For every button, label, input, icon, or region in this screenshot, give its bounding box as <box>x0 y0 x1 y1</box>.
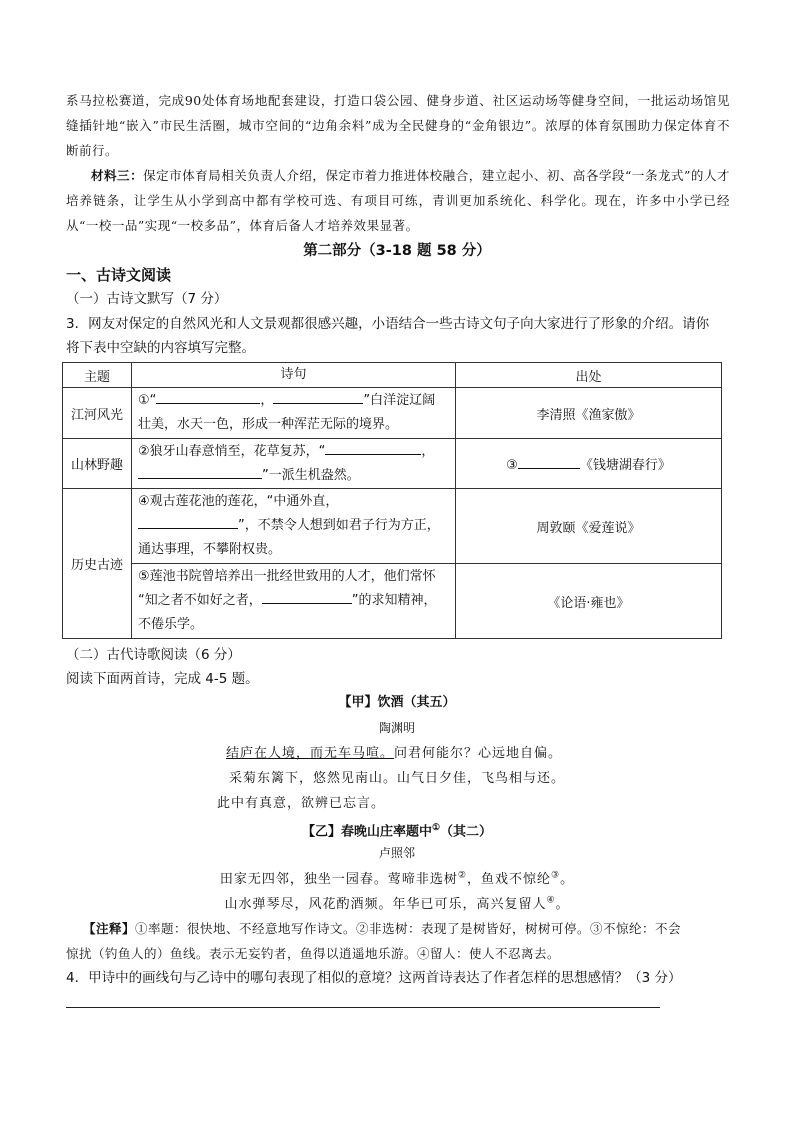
text-fragment: （其二） <box>440 824 493 840</box>
text-fragment: ②狼牙山春意悄至，花草复苏，“ <box>138 443 326 459</box>
theme-cell: 山林野趣 <box>63 439 132 489</box>
text-fragment: ①率题：很快地、不经意地写作诗文。②非选树：表现了是树皆好，树树可停。③不惊纶：不会 <box>135 921 682 936</box>
text-fragment: “知之者不如好之者， <box>138 593 262 608</box>
table-row <box>63 388 722 439</box>
source-cell: 《论语·雍也》 <box>456 564 722 639</box>
source-cell: 周敦颐《爱莲说》 <box>456 489 722 564</box>
poem-cell <box>132 388 456 439</box>
reading-instruction: 阅读下面两首诗，完成 4-5 题。 <box>66 671 259 687</box>
part2-title: 第二部分（3-18 题 58 分） <box>303 243 491 259</box>
poem2-line1 <box>0 868 794 887</box>
theme-cell: 江河风光 <box>63 388 132 439</box>
text-fragment: 问君何能尔？心远地自偏。 <box>394 746 563 761</box>
header-source: 出处 <box>456 363 722 388</box>
blank-line[interactable] <box>518 454 580 469</box>
question-3-line2: 将下表中空缺的内容填写完整。 <box>66 340 255 356</box>
poem-cell <box>132 439 456 489</box>
text-fragment: ”，不禁令人想到如君子行为方正， <box>238 518 440 533</box>
notes-label: 【注释】 <box>83 921 136 936</box>
sub1-title: （一）古诗文默写（7 分） <box>66 291 228 307</box>
text-fragment: ， <box>421 443 435 459</box>
header-theme: 主题 <box>63 363 132 388</box>
underlined-line: 结庐在人境，而无车马喧。 <box>225 746 394 761</box>
poem1-line3: 此中有真意，欲辨已忘言。 <box>216 796 385 811</box>
blank-line[interactable] <box>273 389 363 404</box>
text-fragment: ”的求知精神， <box>351 593 437 608</box>
text-fragment: ， <box>260 393 274 408</box>
note-marker: ③ <box>551 870 561 881</box>
text-fragment: 。 <box>560 872 575 887</box>
blank-line[interactable] <box>156 389 260 404</box>
poem1-title: 【甲】饮酒（其五） <box>338 695 456 710</box>
theme-cell: 历史古迹 <box>63 489 132 639</box>
table-row <box>63 564 722 639</box>
sub2-title: （二）古代诗歌阅读（6 分） <box>66 647 241 663</box>
answer-line[interactable] <box>66 1007 660 1008</box>
text-fragment: 通达事理，不攀附权贵。 <box>138 542 282 557</box>
text-fragment: 不倦乐学。 <box>138 617 204 632</box>
text-fragment: ④观古莲花池的莲花，“中通外直， <box>138 494 339 509</box>
poem1-author: 陶渊明 <box>378 721 415 735</box>
poetry-fill-table <box>62 362 722 639</box>
header-poem-lines: 诗句 <box>132 363 456 388</box>
poem2-author: 卢照邻 <box>378 846 415 860</box>
blank-line[interactable] <box>325 440 421 455</box>
table-row <box>63 489 722 564</box>
notes-line1 <box>83 918 681 940</box>
question-3-line1: 3．网友对保定的自然风光和人文景观都很感兴趣，小语结合一些古诗文句子向大家进行了形象的介绍。请你 <box>66 316 710 332</box>
table-header-row <box>63 363 722 388</box>
text-fragment: ①“ <box>138 393 157 408</box>
text-fragment: 。 <box>555 897 570 912</box>
material3-paragraph <box>66 163 730 238</box>
notes-line2: 惊扰（钓鱼人的）鱼线。表示无妄钓者，鱼得以逍遥地乐游。④留人：使人不忍离去。 <box>66 946 561 961</box>
text-fragment: 【乙】春晚山庄率题中 <box>301 824 432 840</box>
note-marker: ① <box>431 823 441 833</box>
section1-title: 一、古诗文阅读 <box>66 266 172 284</box>
text-fragment: ，鱼戏不惊纶 <box>466 872 551 887</box>
text-fragment: ”白洋淀辽阔 <box>363 393 436 408</box>
table-row <box>63 439 722 489</box>
poem-cell <box>132 489 456 564</box>
poem1-line1 <box>0 742 791 761</box>
source-cell <box>456 439 722 489</box>
blank-line[interactable] <box>262 589 352 604</box>
poem-cell <box>132 564 456 639</box>
text-fragment: 《钱塘湖春行》 <box>579 458 671 473</box>
poem2-title <box>0 818 794 842</box>
poem1-line2: 采菊东篱下，悠然见南山。山气日夕佳，飞鸟相与还。 <box>228 771 565 786</box>
blank-line[interactable] <box>138 464 262 479</box>
text-fragment: ⑤莲池书院曾培养出一批经世致用的人才，他们常怀 <box>138 569 436 584</box>
poem2-line2 <box>0 893 794 912</box>
text-fragment: ”一派生机盎然。 <box>262 467 360 483</box>
note-marker: ④ <box>546 895 556 906</box>
text-fragment: ③ <box>506 458 518 473</box>
text-fragment: 壮美，水天一色，形成一种浑茫无际的境界。 <box>138 417 399 432</box>
material-intro-paragraph: 系马拉松赛道，完成90处体育场地配套建设，打造口袋公园、健身步道、社区运动场等健身空间，一批运动场馆见缝插针地“嵌入”市民生活圈，城市空间的“边角余料”成为全民健身的“金角银边”。浓厚的体育氛围助力保定体育不断前行。 <box>66 93 730 158</box>
material3-text: 保定市体育局相关负责人介绍，保定市着力推进体校融合，建立起小、初、高各学段“一条龙式”的人才培养链条，让学生从小学到高中都有学校可选、有项目可练，青训更加系统化、科学化。现在，许多中小学已经从“一校一品”实现“一校多品”，体育后备人才培养效果显著。 <box>66 168 730 233</box>
text-fragment: 田家无四邻，独坐一园春。莺啼非选树 <box>219 872 458 887</box>
material3-label: 材料三： <box>91 168 144 183</box>
blank-line[interactable] <box>138 514 238 529</box>
source-cell: 李清照《渔家傲》 <box>456 388 722 439</box>
note-marker: ② <box>457 870 467 881</box>
question-4: 4．甲诗中的画线句与乙诗中的哪句表现了相似的意境？这两首诗表达了作者怎样的思想感情？（3 分） <box>66 970 682 986</box>
text-fragment: 山水弹琴尽，风花酌酒频。年华已可乐，高兴复留人 <box>224 897 547 912</box>
